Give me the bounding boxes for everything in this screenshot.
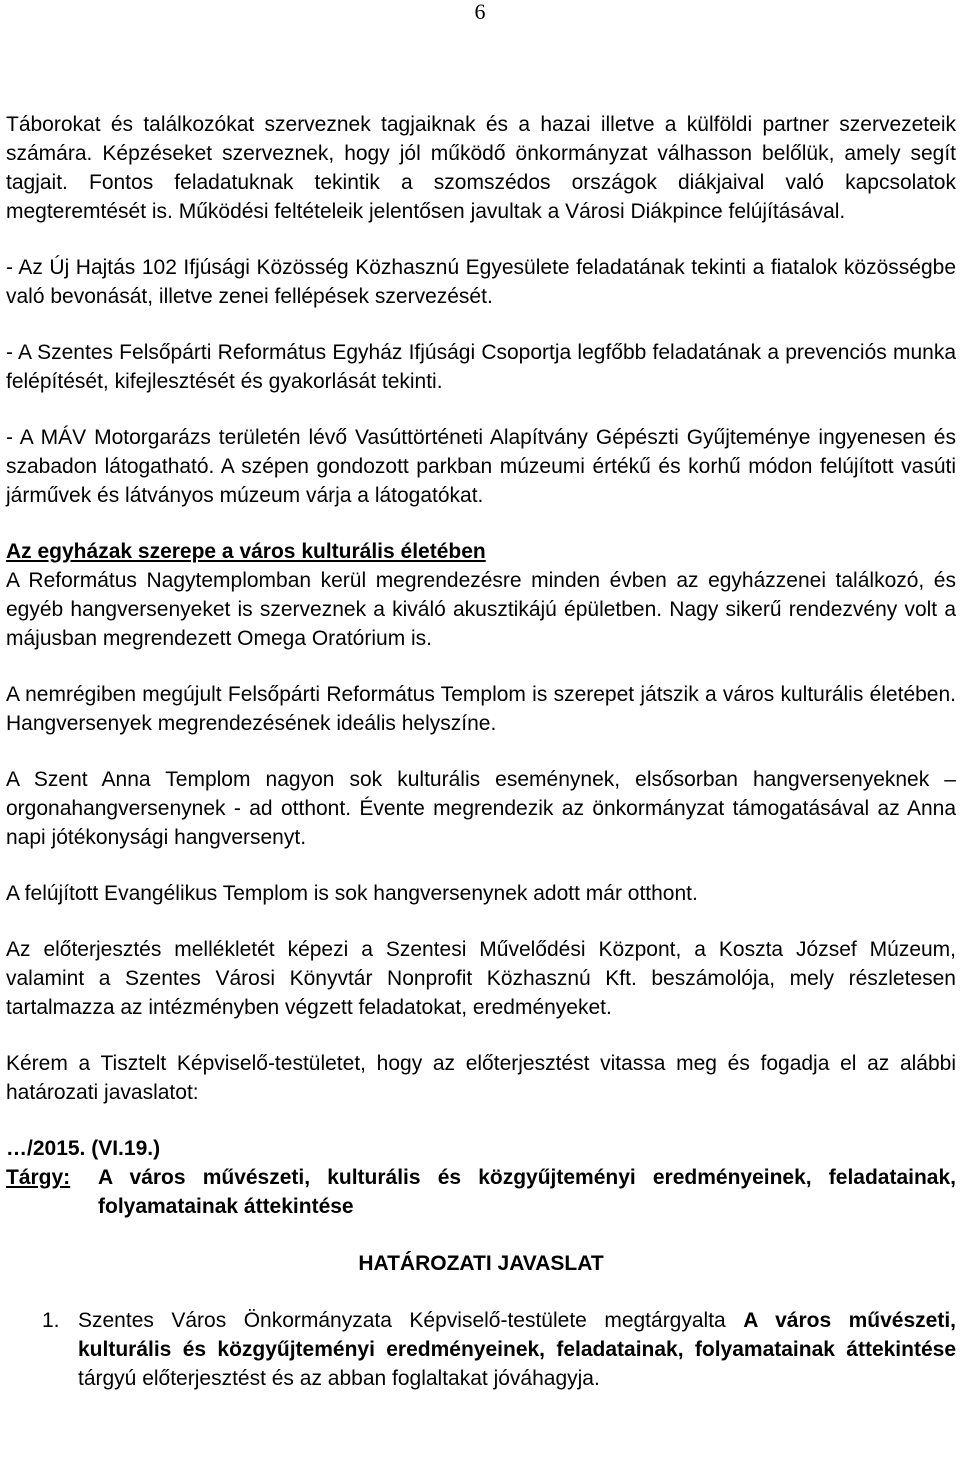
subject-label: Tárgy:	[6, 1166, 71, 1189]
resolution-item-number: 1.	[42, 1309, 60, 1332]
paragraph-railway-museum: - A MÁV Motorgarázs területén lévő Vasúttörténeti Alapítvány Gépészti Gyűjteménye ingyenesen és szabadon látogatható. A szépen gondozott parkban múzeumi értékű és korhű módon felújított vasúti járművek és látványos múzeum várja a látogatókat.	[6, 426, 956, 507]
resolution-item-text-start: Szentes Város Önkormányzata Képviselő-testülete megtárgyalta	[78, 1309, 744, 1332]
section-heading-churches: Az egyházak szerepe a város kulturális életében	[6, 540, 486, 563]
document-body	[6, 110, 956, 1393]
paragraph-felsoparti-church: A nemrégiben megújult Felsőpárti Református Templom is szerepet játszik a város kulturális életében. Hangversenyek megrendezésének ideális helyszíne.	[6, 683, 956, 735]
resolution-item-text-bold: A város művészeti, kulturális és közgyűjteményi eredményeinek, feladatainak, folyamatainak áttekintése	[78, 1309, 956, 1361]
resolution-number: …/2015. (VI.19.)	[6, 1137, 161, 1160]
resolution-item-text-end: tárgyú előterjesztést és az abban foglaltakat jóváhagyja.	[78, 1367, 600, 1390]
resolution-subject	[6, 1163, 956, 1221]
paragraph-saint-anna-church: A Szent Anna Templom nagyon sok kulturális eseménynek, elsősorban hangversenyeknek – orgonahangversenynek - ad otthont. Évente megrendezik az önkormányzat támogatásával az Anna napi jótékonysági hangversenyt.	[6, 768, 956, 849]
paragraph-student-camps: Táborokat és találkozókat szerveznek tagjaiknak és a hazai illetve a külföldi partner szervezeteik számára. Képzéseket szerveznek, hogy jól működő önkormányzat válhasson belőlük, amely segít tagjait. Fontos feladatuknak tekintik a szomszédos országok diákjaival való kapcsolatok megteremtését is. Működési feltételeik jelentősen javultak a Városi Diákpince felújításával.	[6, 113, 956, 223]
subject-text: A város művészeti, kulturális és közgyűjteményi eredményeinek, feladatainak, folyamatainak áttekintése	[98, 1166, 956, 1218]
paragraph-attachment-note: Az előterjesztés mellékletét képezi a Szentesi Művelődési Központ, a Koszta József Múzeum, valamint a Szentes Városi Könyvtár Nonprofit Közhasznú Kft. beszámolója, mely részletesen tartalmazza az intézményben végzett feladatokat, eredményeket.	[6, 938, 956, 1019]
paragraph-uj-hajtas: - Az Új Hajtás 102 Ifjúsági Közösség Közhasznú Egyesülete feladatának tekinti a fiatalok közösségbe való bevonását, illetve zenei fellépések szervezését.	[6, 256, 956, 308]
resolution-title: HATÁROZATI JAVASLAT	[358, 1252, 604, 1275]
resolution-item	[6, 1306, 956, 1393]
paragraph-evangelical-church: A felújított Evangélikus Templom is sok hangversenynek adott már otthont.	[6, 882, 698, 905]
resolution-item-text	[78, 1306, 956, 1393]
paragraph-reformed-youth-group: - A Szentes Felsőpárti Református Egyház Ifjúsági Csoportja legfőbb feladatának a prevenciós munka felépítését, kifejlesztését és gyakorlását tekinti.	[6, 341, 956, 393]
page-number: 6	[474, 0, 486, 24]
paragraph-request: Kérem a Tisztelt Képviselő-testületet, hogy az előterjesztést vitassa meg és fogadja el az alábbi határozati javaslatot:	[6, 1052, 956, 1104]
paragraph-great-church: A Református Nagytemplomban kerül megrendezésre minden évben az egyházzenei találkozó, és egyéb hangversenyeket is szerveznek a kiváló akusztikájú épületben. Nagy sikerű rendezvény volt a májusban megrendezett Omega Oratórium is.	[6, 569, 956, 650]
